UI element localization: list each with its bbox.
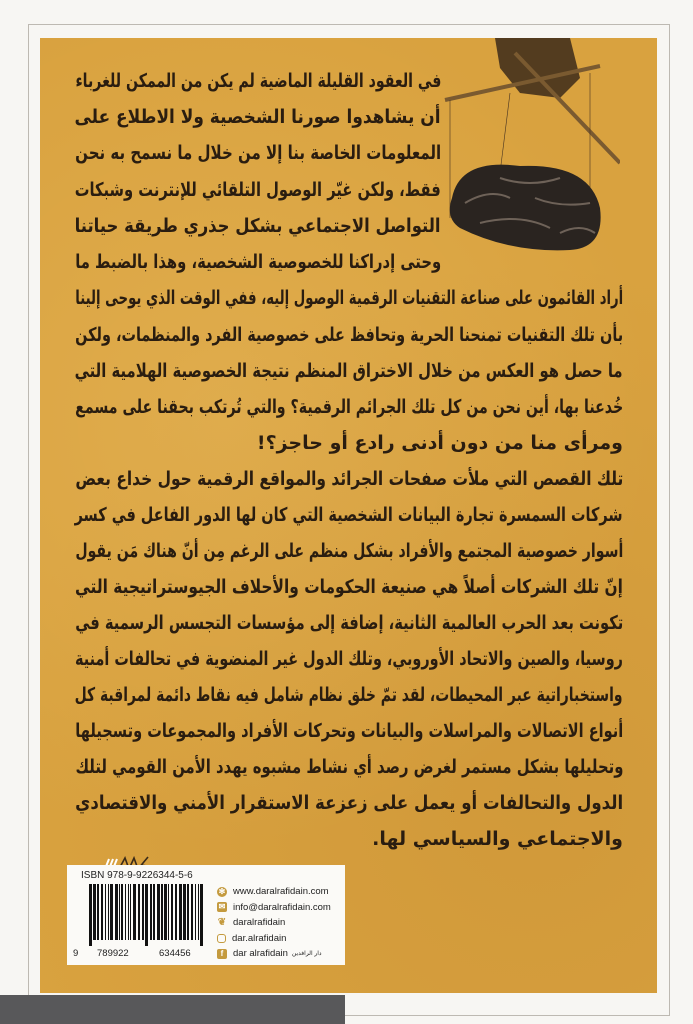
blurb-line-text: أنواع الاتصالات والمراسلات والبيانات وتحركات الأفراد والمجموعات وتسجيلها	[75, 720, 623, 742]
blurb-line	[75, 175, 441, 205]
contact-text: info@daralrafidain.com	[233, 901, 331, 913]
blurb-line-text: شركات السمسرة تجارة البيانات الشخصية التي كان لها الدور الفاعل في كسر	[75, 504, 623, 526]
blurb-line-text: روسيا، والصين والاتحاد الأوروبي، وتلك الدول غير المنضوية في تحالفات أمنية	[74, 648, 623, 670]
barcode-bar	[171, 884, 173, 940]
publisher-arabic-name: دار الرافدين	[291, 951, 322, 958]
blurb-line-text: وحتى إدراكنا للخصوصية الشخصية، وهذا بالضبط ما	[75, 251, 441, 273]
blurb-line-text: ومرأى منا من دون أدنى رادع أو حاجز؟!	[256, 432, 623, 454]
barcode-bar	[108, 884, 109, 940]
barcode-bar	[142, 884, 144, 940]
blurb-line	[75, 680, 623, 710]
blurb-line	[75, 102, 441, 132]
barcode-bar	[161, 884, 163, 940]
barcode-bar	[89, 884, 92, 946]
barcode-group-1: 789922	[97, 948, 129, 959]
barcode-bar	[168, 884, 169, 940]
barcode-bar	[133, 884, 136, 940]
barcode-bar	[128, 884, 129, 940]
blurb-line	[75, 392, 623, 422]
blurb-line	[75, 788, 623, 818]
barcode-bar	[150, 884, 152, 940]
isbn-block	[67, 865, 345, 965]
facebook-icon: f	[217, 949, 227, 959]
blurb-line-text: أراد القائمون على صناعة التقنيات الرقمية الوصول إليه، ففي الوقت الذي يوحى إلينا	[75, 287, 623, 309]
contact-text: daralrafidain	[233, 917, 286, 929]
contact-facebook[interactable]	[217, 946, 331, 962]
barcode-bar	[97, 884, 99, 940]
barcode-bar	[145, 884, 148, 946]
barcode-bar	[153, 884, 155, 940]
contact-twitter[interactable]	[217, 915, 331, 931]
contact-instagram[interactable]	[217, 931, 331, 947]
blurb-line-text: الدول والتحالفات أو يعمل على زعزعة الاستقرار الأمني والاقتصادي	[75, 792, 623, 814]
mail-icon: ✉	[218, 902, 226, 912]
blurb-line	[75, 428, 623, 458]
blurb-line	[75, 536, 623, 566]
instagram-icon	[217, 934, 226, 943]
blurb-line-text: ما حصل هو العكس من خلال الاختراق المنظم نتيجة الخصوصية الهلامية التي	[75, 360, 623, 382]
barcode-digit: 9	[73, 948, 79, 959]
contact-email[interactable]	[217, 900, 331, 916]
barcode-bar	[198, 884, 199, 940]
blurb-line-text: أسوار خصوصية المجتمع والأفراد بشكل منظم على الرغم مِن أنّ هناك مَن يقول	[75, 540, 623, 562]
barcode-bar	[105, 884, 106, 940]
blurb-line-text: خُدعنا بها، أين نحن من كل تلك الجرائم الرقمية؟ والتي تُرتكب بحقنا على مسمع	[74, 396, 623, 418]
blurb-line	[75, 247, 441, 277]
barcode-bar	[130, 884, 131, 940]
blurb-line	[75, 211, 441, 241]
blurb-line	[75, 66, 441, 96]
barcode-bar	[200, 884, 203, 946]
barcode-bar	[125, 884, 126, 940]
blurb-line-text: المعلومات الخاصة بنا إلا من خلال ما نسمح به نحن	[74, 142, 441, 164]
isbn-label: ISBN 978-9-9226344-5-6	[81, 870, 193, 881]
barcode-bar	[138, 884, 140, 940]
blurb-line	[75, 824, 623, 854]
blurb-line	[75, 356, 623, 386]
blurb-line	[75, 752, 623, 782]
blurb-line	[75, 608, 623, 638]
blurb-line-text: إنّ تلك الشركات أصلاً هي صنيعة الحكومات والأحلاف الجيوستراتيجية التي	[74, 576, 623, 598]
blurb-line	[75, 716, 623, 746]
blurb-line-text: تلك القصص التي ملأت صفحات الجرائد والمواقع الرقمية حول خداع بعض	[75, 468, 623, 490]
blurb-line-text: في العقود القليلة الماضية لم يكن من الممكن للغرباء	[75, 70, 441, 92]
contact-text: dar alrafidain	[233, 948, 288, 960]
puppet-brain-illustration	[440, 38, 620, 258]
blurb-line-text: أن يشاهدوا صورنا الشخصية ولا الاطلاع على	[75, 106, 441, 128]
contact-text: www.daralrafidain.com	[233, 886, 329, 898]
blurb-line	[75, 500, 623, 530]
blurb-line-text: والاجتماعي والسياسي لها.	[372, 828, 623, 850]
blurb-line-text: بأن تلك التقنيات تمنحنا الحرية وتحافظ على خصوصية الفرد والمنظمات، ولكن	[74, 324, 623, 346]
barcode-bar	[119, 884, 120, 940]
barcode-bar	[175, 884, 177, 940]
blurb-line	[75, 644, 623, 674]
barcode-bar	[191, 884, 193, 940]
barcode-bar	[115, 884, 118, 940]
contact-website[interactable]	[217, 884, 331, 900]
blurb-line-text: وتحليلها بشكل مستمر لغرض رصد أي نشاط مشبوه يهدد الأمن القومي لتلك	[75, 756, 623, 778]
barcode-bar	[121, 884, 123, 940]
blurb-line	[75, 283, 623, 313]
blurb-line-text: تكونت بعد الحرب العالمية الثانية، إضافة إلى مؤسسات التجسس الرسمية في	[75, 612, 623, 634]
twitter-icon: ❦	[217, 916, 227, 928]
contact-text: dar.alrafidain	[232, 932, 287, 944]
blurb-line-text: واستخباراتية عبر المحيطات، لقد تمّ خلق نظام شامل فيه نقاط دائمة لمراقبة كل	[75, 684, 623, 706]
blurb-line-text: فقط، ولكن غيّر الوصول التلقائي للإنترنت وشبكات	[74, 179, 441, 201]
globe-icon: ✻	[218, 886, 226, 896]
blurb-line-text: التواصل الاجتماعي بشكل جذري طريقة حياتنا	[75, 215, 441, 237]
spine-strip	[0, 995, 345, 1024]
barcode-bar	[157, 884, 160, 940]
barcode-bar	[93, 884, 96, 940]
barcode-bar	[183, 884, 186, 940]
barcode-bar	[195, 884, 196, 940]
blurb-line	[75, 572, 623, 602]
blurb-line	[75, 320, 623, 350]
barcode	[81, 884, 209, 946]
blurb-line	[75, 138, 441, 168]
barcode-bar	[110, 884, 113, 940]
contact-list	[217, 884, 331, 962]
barcode-bar	[101, 884, 103, 940]
barcode-group-2: 634456	[159, 948, 191, 959]
barcode-bar	[179, 884, 182, 940]
barcode-bar	[187, 884, 189, 940]
barcode-bar	[164, 884, 167, 940]
blurb-line	[75, 464, 623, 494]
